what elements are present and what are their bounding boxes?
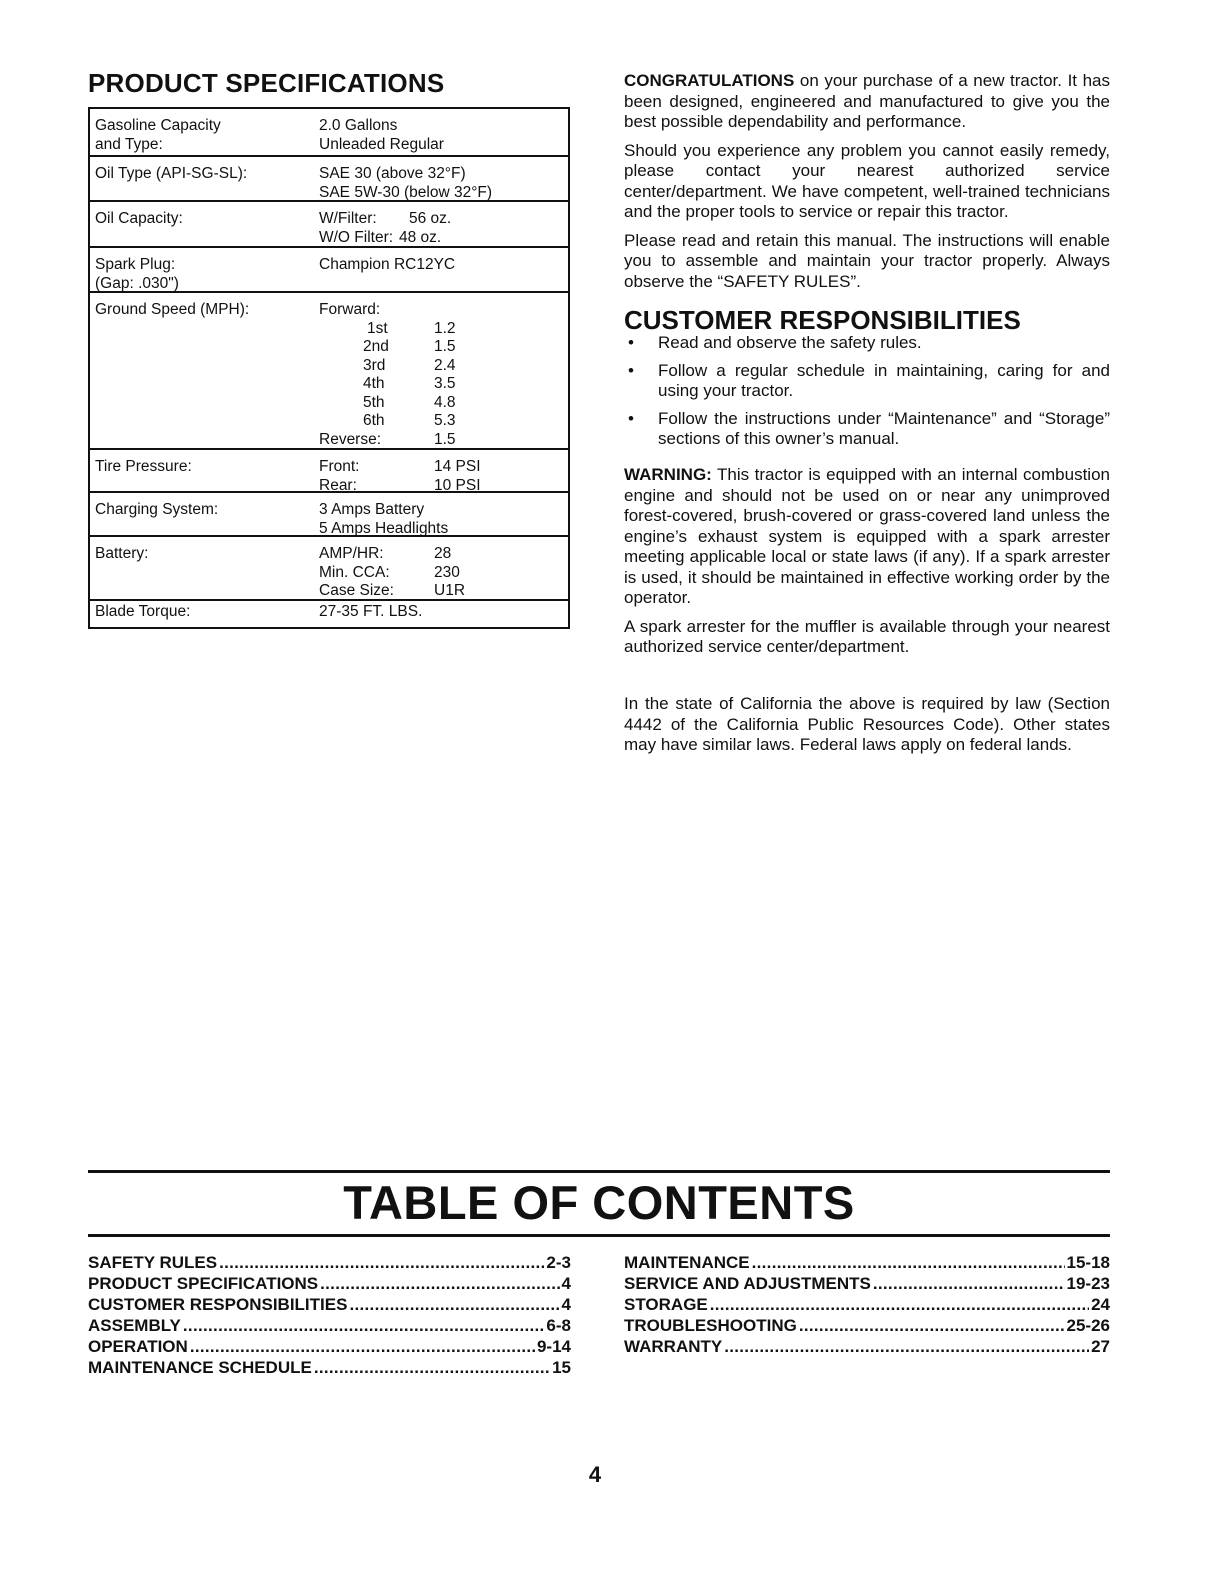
congratulations-paragraph [624,71,1110,133]
spec-key: Rear: [319,476,357,494]
gear-name: 4th [363,375,385,392]
spec-label-line: Spark Plug: [95,256,176,273]
list-item-text: Follow the instructions under “Maintenance” and “Storage” sections of this owner’s manual. [658,408,1110,448]
spec-label-line: Oil Type (API-SG-SL): [95,165,248,182]
warning-paragraph [624,465,1110,609]
california-paragraph: In the state of California the above is required by law (Section 4442 of the California Public Resources Code). Other states may have similar laws. Federal laws apply on federal lands. [624,694,1110,754]
spec-key: W/Filter: [319,210,377,227]
divider-top [88,1170,1110,1173]
toc-pages: 15-18 [1066,1253,1110,1272]
spec-label [95,458,192,477]
page-number: 4 [588,1462,602,1487]
spec-label [95,117,221,154]
toc-title: STORAGE [624,1295,708,1314]
toc-leader [710,1294,1089,1315]
spec-value-line: Unleaded Regular [319,135,444,153]
toc-entry[interactable] [624,1294,1110,1315]
spec-val: 48 oz. [399,228,442,246]
spec-val: 14 PSI [434,458,481,475]
list-item-text: Follow a regular schedule in maintaining, caring for and using your tractor. [658,360,1110,400]
toc-entry[interactable] [88,1357,571,1378]
toc-leader [320,1273,559,1294]
spec-value-line: Champion RC12YC [319,256,456,273]
spark-arrester-paragraph: A spark arrester for the muffler is available through your nearest authorized service center/department. [624,616,1110,656]
warning-text: This tractor is equipped with an internal combustion engine and should not be used on or near any unimproved forest-covered, brush-covered or grass-covered land unless the engine’s exhaust system is equipped with a spark arrester meeting applicable local or state laws (if any). If a spark arrester is used, it should be maintained in effective working order by the operator. [624,465,1110,607]
toc-entry[interactable] [624,1252,1110,1273]
spec-label-line: (Gap: .030") [95,274,179,292]
product-specifications-heading: PRODUCT SPECIFICATIONS [88,68,445,98]
spec-value [319,117,444,154]
spec-label [95,603,190,622]
read-manual-paragraph: Please read and retain this manual. The instructions will enable you to assemble and maintain your tractor properly. Always observe the “SAFETY RULES”. [624,230,1110,291]
spec-value [319,256,455,275]
spec-row-oil-capacity [90,202,568,248]
warning-section [624,465,1110,666]
gear-name: 2nd [363,338,389,355]
toc-pages: 4 [561,1295,571,1314]
gear-speed [319,319,456,339]
spec-key: Front: [319,458,360,475]
toc-right-column [624,1252,1110,1357]
spec-label-line: and Type: [95,135,163,153]
spec-label [95,256,179,293]
gear-value: 4.8 [434,393,456,411]
spec-label [95,210,183,229]
warning-label: WARNING: [624,465,712,484]
toc-pages: 27 [1091,1337,1110,1356]
spec-label-line: Tire Pressure: [95,458,192,475]
bullet-icon: • [628,408,634,428]
spec-row-battery [90,537,568,601]
toc-leader [724,1336,1089,1357]
list-item [624,361,1110,402]
spec-value-line: 27-35 FT. LBS. [319,603,423,620]
toc-leader [752,1252,1065,1273]
toc-entry[interactable] [88,1273,571,1294]
introduction [624,71,1110,300]
spec-key: Min. CCA: [319,563,390,581]
toc-pages: 24 [1091,1295,1110,1314]
list-item [624,333,1110,354]
gear-name: 1st [367,319,388,337]
spec-label [95,301,249,320]
toc-title: ASSEMBLY [88,1316,181,1335]
spec-row-tire-pressure [90,450,568,493]
spec-val: 56 oz. [409,210,452,227]
spec-value-line: Forward: [319,301,381,318]
spec-key: W/O Filter: [319,228,394,246]
divider-bottom [88,1234,1110,1237]
toc-title: TROUBLESHOOTING [624,1316,797,1335]
toc-leader [183,1315,545,1336]
gear-value: 2.4 [434,356,456,374]
spec-val: 230 [434,563,460,581]
toc-entry[interactable] [624,1336,1110,1357]
spec-value [319,165,492,202]
toc-entry[interactable] [88,1252,571,1273]
toc-entry[interactable] [624,1273,1110,1294]
list-item [624,409,1110,450]
toc-entry[interactable] [624,1315,1110,1336]
congratulations-label: CONGRATULATIONS [624,71,795,90]
gear-name: 6th [363,412,385,429]
toc-entry[interactable] [88,1294,571,1315]
toc-leader [349,1294,559,1315]
toc-title: WARRANTY [624,1337,723,1356]
spec-label-line: Ground Speed (MPH): [95,301,250,318]
bullet-icon: • [628,360,634,380]
spec-key: AMP/HR: [319,545,384,562]
toc-title: PRODUCT SPECIFICATIONS [88,1274,319,1293]
gear-speed [319,338,456,357]
spec-value-line: 5 Amps Headlights [319,519,449,537]
spec-row-gasoline [90,109,568,157]
spec-label-line: Battery: [95,545,149,562]
spec-value [319,301,456,449]
spec-label [95,165,247,184]
specifications-table [88,107,570,629]
spec-label-line: Blade Torque: [95,603,191,620]
gear-value: 3.5 [434,375,456,392]
gear-name: 5th [363,393,385,411]
spec-row-charging-system [90,493,568,537]
toc-pages: 6-8 [546,1316,571,1335]
toc-leader [873,1273,1065,1294]
spec-row-blade-torque [90,601,568,627]
toc-leader [190,1336,535,1357]
toc-title: MAINTENANCE [624,1253,750,1272]
spec-value-line: SAE 5W-30 (below 32°F) [319,183,493,201]
toc-leader [799,1315,1065,1336]
toc-title: SERVICE AND ADJUSTMENTS [624,1274,871,1293]
spec-value-line: SAE 30 (above 32°F) [319,165,466,182]
toc-pages: 9-14 [536,1337,571,1356]
spec-label [95,545,148,564]
spec-row-oil-type [90,157,568,202]
customer-responsibilities-heading: CUSTOMER RESPONSIBILITIES [624,305,1021,335]
toc-pages: 19-23 [1066,1274,1110,1293]
gear-value: 1.5 [434,430,456,448]
spec-val: U1R [434,582,466,599]
toc-entry[interactable] [88,1336,571,1357]
toc-entry[interactable] [88,1315,571,1336]
spec-key: Case Size: [319,582,394,599]
spec-value [319,501,448,538]
toc-title: MAINTENANCE SCHEDULE [88,1358,312,1377]
gear-speed [319,375,456,394]
customer-responsibilities-list [624,333,1110,457]
toc-title: SAFETY RULES [88,1253,218,1272]
reverse-speed [319,430,456,450]
spec-row-ground-speed [90,293,568,450]
service-paragraph: Should you experience any problem you cannot easily remedy, please contact your nearest authorized service center/department. We have competent, well-trained technicians and the proper tools to service or repair this tractor. [624,140,1110,221]
gear-name: Reverse: [319,430,382,448]
toc-pages: 4 [561,1274,571,1293]
list-item-text: Read and observe the safety rules. [658,333,922,352]
gear-speed [319,356,456,376]
table-of-contents-heading: TABLE OF CONTENTS [343,1176,855,1229]
bullet-icon: • [628,333,634,352]
spec-val: 10 PSI [434,476,481,494]
toc-title: OPERATION [88,1337,188,1356]
gear-value: 5.3 [434,412,456,429]
spec-val: 28 [434,545,452,562]
spec-value-line: 3 Amps Battery [319,501,425,518]
gear-name: 3rd [363,356,386,374]
congratulations-text: on your purchase of a new tractor. It has been designed, engineered and manufactured to give you the best possible dependability and performance. [624,71,1110,131]
spec-value-line: 2.0 Gallons [319,117,398,134]
spec-label-line: Charging System: [95,501,219,518]
spec-label-line: Gasoline Capacity [95,117,221,134]
toc-pages: 25-26 [1066,1316,1110,1335]
gear-value: 1.2 [434,319,456,337]
gear-speed [319,393,456,413]
toc-leader [314,1357,550,1378]
spec-row-spark-plug [90,248,568,293]
spec-label-line: Oil Capacity: [95,210,183,227]
toc-pages: 2-3 [546,1253,571,1272]
gear-speed [319,412,456,431]
toc-pages: 15 [552,1358,571,1377]
gear-value: 1.5 [434,338,456,355]
toc-leader [219,1252,544,1273]
toc-title: CUSTOMER RESPONSIBILITIES [88,1295,348,1314]
spec-label [95,501,218,520]
spec-value [319,603,422,622]
toc-left-column [88,1252,571,1378]
